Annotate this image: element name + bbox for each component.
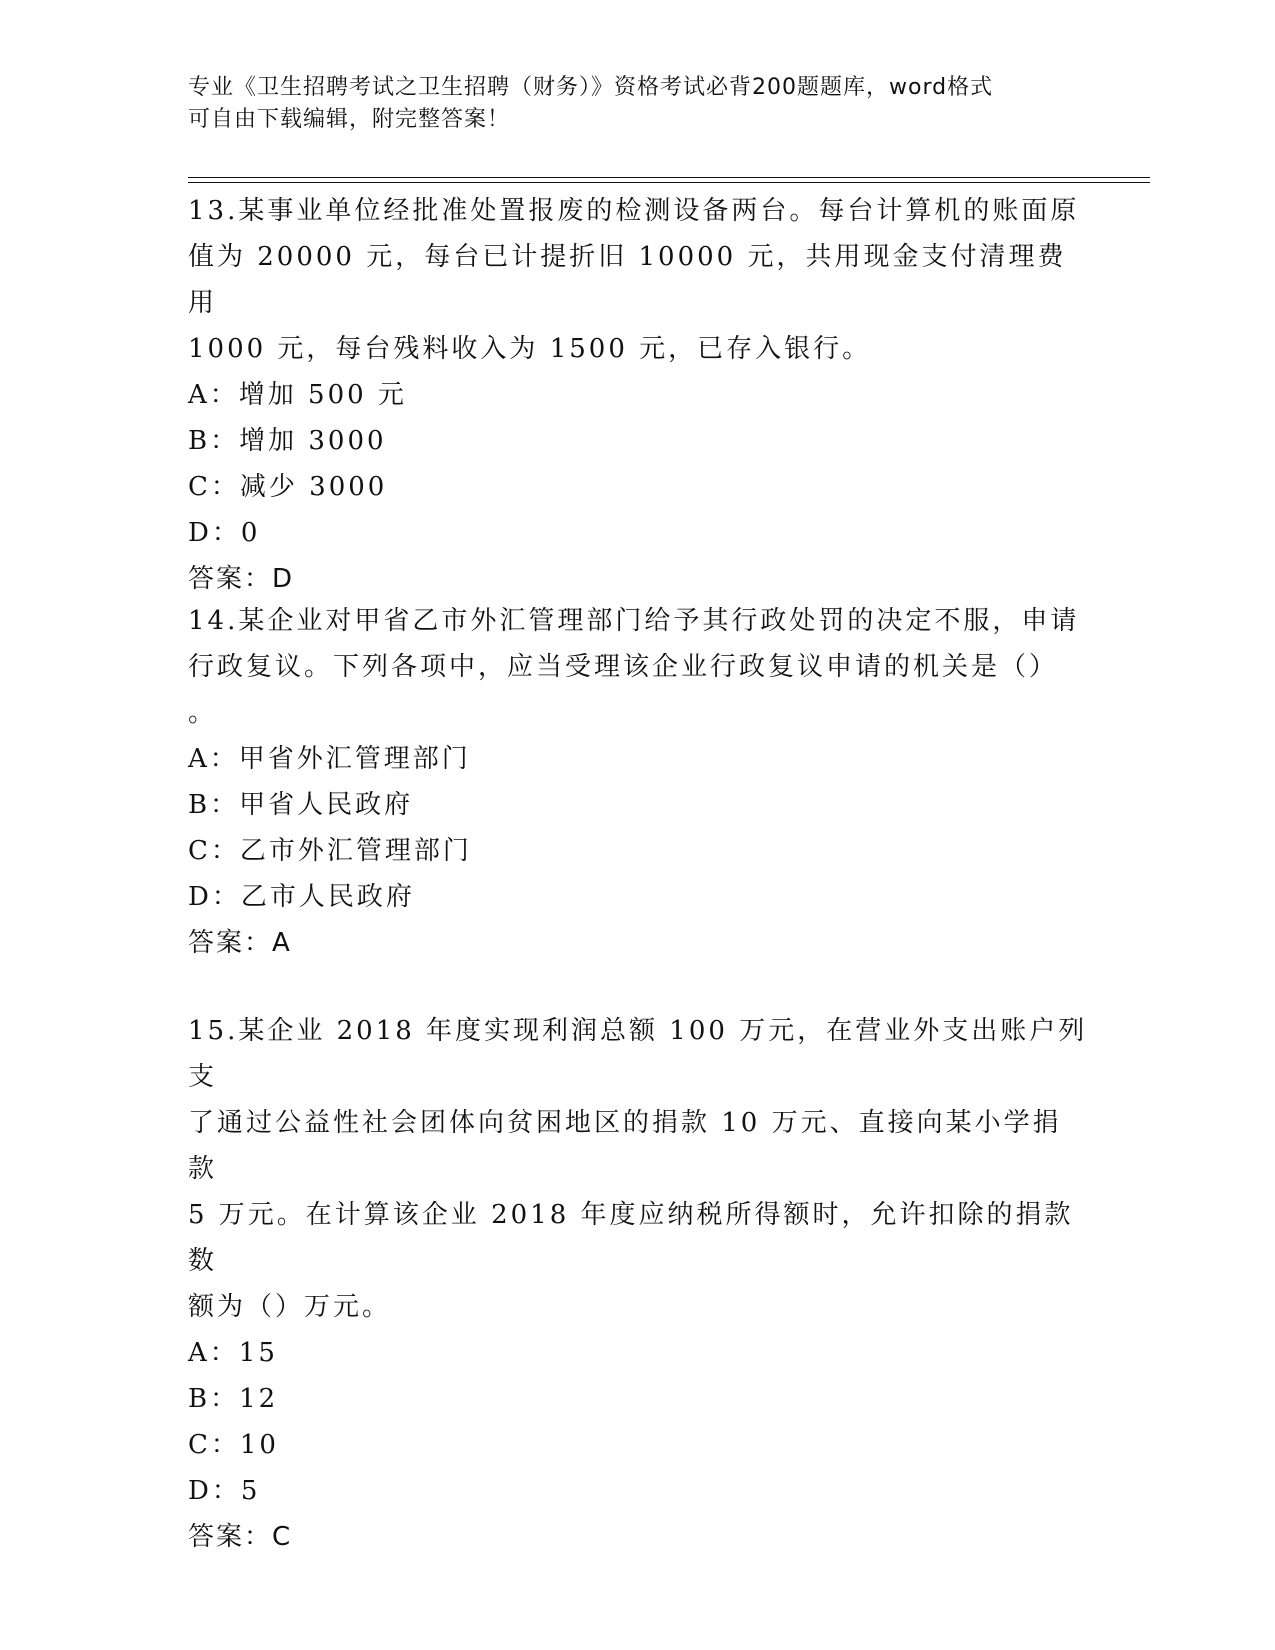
option-d: D：乙市人民政府 [188, 882, 415, 912]
option-c: C：乙市外汇管理部门 [188, 836, 472, 866]
option-a: A：增加 500 元 [188, 380, 407, 410]
question-15 [188, 1008, 1088, 1560]
option-d: D：0 [188, 518, 261, 548]
question-text-line: 了通过公益性社会团体向贫困地区的捐款 10 万元、直接向某小学捐款 [188, 1108, 1062, 1184]
header-divider-bottom [188, 182, 1150, 183]
document-header [188, 72, 1088, 136]
answer-label: 答案：C [188, 1522, 293, 1552]
header-line-1: 专业《卫生招聘考试之卫生招聘（财务）》资格考试必背200题题库，word格式 [188, 75, 994, 100]
option-c: C：10 [188, 1430, 279, 1460]
header-divider-top [188, 177, 1150, 178]
option-a: A：15 [188, 1338, 278, 1368]
question-text-line: 15.某企业 2018 年度实现利润总额 100 万元，在营业外支出账户列支 [188, 1016, 1088, 1092]
option-b: B：12 [188, 1384, 279, 1414]
question-13 [188, 188, 1088, 602]
answer-label: 答案：A [188, 928, 292, 958]
question-14 [188, 598, 1088, 966]
option-b: B：增加 3000 [188, 426, 387, 456]
question-text-line: 1000 元，每台残料收入为 1500 元，已存入银行。 [188, 334, 872, 364]
option-c: C：减少 3000 [188, 472, 388, 502]
question-text-line: 13.某事业单位经批准处置报废的检测设备两台。每台计算机的账面原 [188, 196, 1080, 226]
option-b: B：甲省人民政府 [188, 790, 414, 820]
option-a: A：甲省外汇管理部门 [188, 744, 471, 774]
option-d: D：5 [188, 1476, 261, 1506]
question-text-line: 额为（）万元。 [188, 1292, 392, 1322]
question-text-line: 值为 20000 元，每台已计提折旧 10000 元，共用现金支付清理费用 [188, 242, 1067, 318]
question-text-line: 。 [188, 698, 218, 728]
answer-label: 答案：D [188, 564, 295, 594]
question-text-line: 5 万元。在计算该企业 2018 年度应纳税所得额时，允许扣除的捐款数 [188, 1200, 1074, 1276]
question-text-line: 14.某企业对甲省乙市外汇管理部门给予其行政处罚的决定不服，申请 [188, 606, 1080, 636]
question-text-line: 行政复议。下列各项中，应当受理该企业行政复议申请的机关是（） [188, 652, 1059, 682]
header-line-2: 可自由下载编辑，附完整答案！ [188, 107, 511, 132]
